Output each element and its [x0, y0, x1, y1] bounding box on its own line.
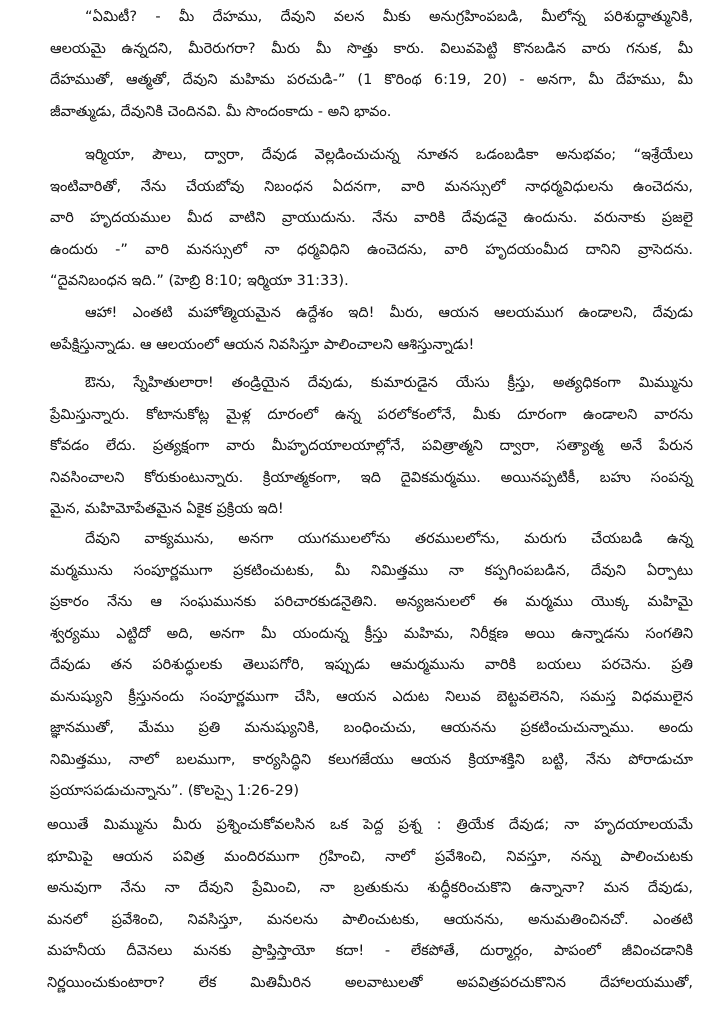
text-line: మనలో ప్రవేశించి, నివసిస్తూ, మనలను పాలించుటకు, ఆయనను, అనుమతించినచో. ఎంతటి [47, 911, 693, 928]
text-line: మనుష్యుని క్రీస్తునందు సంపూర్ణముగా చేసి, ఆయన ఎదుట నిలువ బెట్టవలెనని, సమస్త విధములైన [50, 688, 693, 705]
text-line: అపేక్షిస్తున్నాడు. ఆ ఆలయంలో ఆయన నివసిస్తూ పాలించాలని ఆశిస్తున్నాడు! [50, 336, 475, 353]
text-line: మైన, మహిమోపేతమైన ఏకైక ప్రక్రియ ఇది! [50, 501, 284, 517]
text-line: మర్మమును సంపూర్ణముగా ప్రకటించుటకు, మీ నిమిత్తము నా కప్పగింపబడిన, దేవుని ఏర్పాటు [50, 562, 693, 579]
text-line: ఔను, స్నేహితులారా! తండ్రియైన దేవుడు, కుమారుడైన యేసు క్రీస్తు, అత్యధికంగా మిమ్మును [85, 375, 693, 391]
text-line: వారి హృదయముల మీద వాటిని వ్రాయుదును. నేను వారికి దేవుడనై ఉందును. వరునాకు ప్రజలై [50, 210, 693, 226]
text-line: ప్రకారం నేను ఆ సంఘమునకు పరిచారకుడనైతిని. అన్యజనులలో ఈ మర్మము యొక్క మహిమై [50, 594, 693, 610]
text-line: కోవడం లేదు. ప్రత్యక్షంగా వారు మీహృదయాలయాల్లోనే, పవిత్రాత్మని ద్వారా, సత్యాత్మ అనే పేరున [50, 438, 693, 454]
text-line: ఇంటివారితో, నేను చేయబోవు నిబంధన ఏదనగా, వారి మనస్సులో నాధర్మవిధులను ఉంచెదను, [50, 178, 693, 195]
text-line: నిమిత్తము, నాలో బలముగా, కార్యసిద్ధిని కలుగజేయు ఆయన క్రియాశక్తిని బట్టి, నేను పోరాడుచూ [50, 751, 693, 768]
text-line: నివసించాలని కోరుకుంటున్నారు. క్రియాత్మకంగా, ఇది దైవికమర్మము. అయినప్పటికీ, బహు సంపన్న [50, 469, 693, 486]
text-line: అయితే మిమ్మును మీరు ప్రశ్నించుకోవలసిన ఒక పెద్ద ప్రశ్న : త్రియేక దేవుడ; నా హృదయాలయమే [47, 817, 693, 833]
paragraph-6 [0, 810, 703, 999]
paragraph-2 [0, 140, 703, 298]
text-line: ఆలయమై ఉన్నదని, మీరెరుగరా? మీరు మీ సొత్తు కారు. విలువపెట్టి కొనబడిన వారు గనుక, మీ [50, 40, 693, 57]
text-line: భూమిపై ఆయన పవిత్ర మందిరముగా గ్రహించి, నాలో ప్రవేశించి, నివస్తూ, నన్ను పాలించుటకు [47, 848, 693, 865]
paragraph-1 [0, 2, 703, 128]
text-line: ప్రయాసపడుచున్నాను”. (కొలస్సై 1:26-29) [50, 783, 299, 799]
text-line: ప్రేమిస్తున్నారు. కోటానుకోట్ల మైళ్ల దూరంలో ఉన్న పరలోకంలోనే, మీకు దూరంగా ఉండాలని వారను [50, 406, 693, 423]
text-line: నిర్ణయించుకుంటారా? లేక మితిమీరిన అలవాటులతో అపవిత్రపరచుకొనిన దేహాలయముతో, [47, 974, 693, 991]
paragraph-5 [0, 524, 703, 808]
text-line: అనువుగా నేను నా దేవుని ప్రేమించి, నా బ్రతుకును శుద్ధీకరించుకొని ఉన్నానా? మన దేవుడు, [47, 880, 693, 896]
text-line: దేవుని వాక్యమును, అనగా యుగములలోను తరములలోను, మరుగు చేయబడి ఉన్న [85, 531, 693, 547]
text-line: ఇర్మియా, పౌలు, ద్వారా, దేవుడ వెల్లడించుచున్న నూతన ఒడంబడికా అనుభవం; “ఇశ్రేయేలు [85, 147, 693, 163]
text-line: మహనీయ దీవెనలు మనకు ప్రాప్తిస్తాయో కదా! - లేకపోతే, దుర్మార్గం, పాపంలో జీవించడానికి [47, 943, 693, 959]
text-line: దేవుడు తన పరిశుద్ధులకు తెలుపగోరి, ఇప్పుడు ఆమర్మమును వారికి బయలు పరచెను. ప్రతి [50, 657, 693, 673]
text-line: శ్వర్యము ఎట్టిదో అది, అనగా మీ యందున్న క్రీస్తు మహిమ, నిరీక్షణ అయి ఉన్నాడను సంగతిని [50, 625, 693, 642]
paragraph-3 [0, 298, 703, 361]
text-line: జ్ఞానముతో, మేము ప్రతి మనుష్యునికి, బంధించుచు, ఆయనను ప్రకటించుచున్నాము. అందు [50, 720, 693, 736]
text-line: ఆహా! ఎంతటి మహోత్మియమైన ఉద్దేశం ఇది! మీరు, ఆయన ఆలయముగ ఉండాలని, దేవుడు [85, 305, 693, 321]
text-line: “ఏమిటీ? - మీ దేహము, దేవుని వలన మీకు అనుగ్రహింపబడి, మీలోన్న పరిశుద్ధాత్మునికి, [85, 9, 693, 25]
text-line: ఉందురు -” వారి మనస్సులో నా ధర్మవిధిని ఉంచెదను, వారి హృదయంమీద దానిని వ్రాసెదను. [50, 241, 693, 258]
text-line: “దైవనిబంధన ఇది.” (హెబ్రి 8:10; ఇర్మియా 31:33). [50, 273, 349, 289]
text-line: జీవాత్ముడు, దేవునికి చెందినవి. మీ సొందంకాదు - అని భావం. [50, 103, 392, 120]
text-line: దేహముతో, ఆత్మతో, దేవుని మహిమ పరచుడి-” (1 కొరింథ 6:19, 20) - అనగా, మీ దేహము, మీ [50, 72, 693, 88]
paragraph-4 [0, 368, 703, 526]
